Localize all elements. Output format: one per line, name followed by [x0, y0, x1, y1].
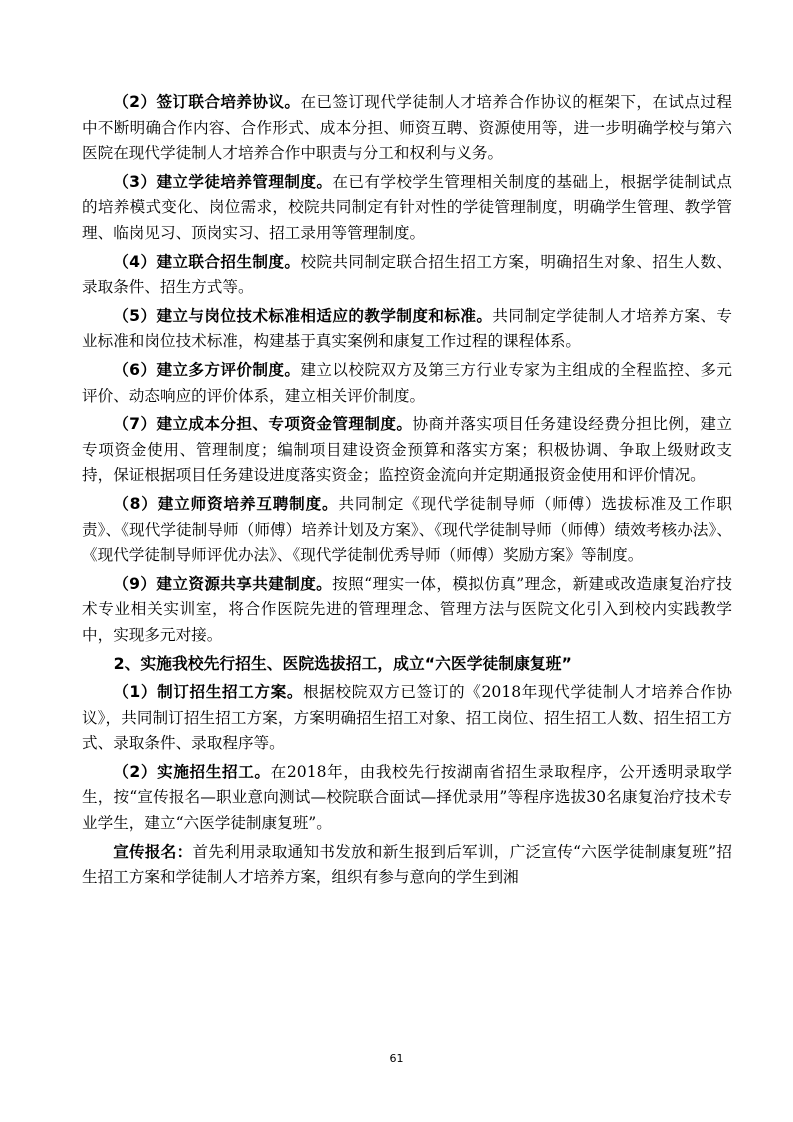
paragraph-7-heading: （8）建立师资培养互聘制度。 — [113, 494, 339, 513]
paragraph-4-heading: （5）建立与岗位技术标准相适应的教学制度和标准。 — [113, 306, 493, 325]
paragraph-3 — [82, 250, 732, 301]
paragraph-4-text: 共同制定学徒制人才培养方案、专业标准和岗位技术标准，构建基于真实案例和康复工作过程的课程体系。 — [82, 306, 732, 351]
paragraph-6-heading: （7）建立成本分担、专项资金管理制度。 — [113, 415, 413, 434]
paragraph-5-heading: （6）建立多方评价制度。 — [113, 360, 301, 379]
paragraph-2-heading: （3）建立学徒培养管理制度。 — [113, 172, 333, 191]
paragraph-1-heading: （2）签订联合培养协议。 — [113, 93, 301, 111]
paragraph-9 — [82, 680, 732, 757]
paragraph-8 — [82, 572, 732, 649]
paragraph-2 — [82, 170, 732, 247]
paragraph-9-text: 根据校院双方已签订的《2018年现代学徒制人才培养合作协议》，共同制订招生招工方案，方案明确招生招工对象、招工岗位、招生招工人数、招生招工方式、录取条件、录取程序等。 — [82, 683, 733, 753]
paragraph-3-text: 校院共同制定联合招生招工方案，明确招生对象、招生人数、录取条件、招生方式等。 — [82, 252, 732, 297]
section-heading: 2、实施我校先行招生、医院选拔招工，成立“六医学徒制康复班” — [113, 654, 572, 674]
paragraph-3-heading: （4）建立联合招生制度。 — [113, 252, 301, 271]
paragraph-10-text: 在2018年，由我校先行按湖南省招生录取程序，公开透明录取学生，按“宣传报名—职业意向测试—校院联合面试—择优录用”等程序选拔30名康复治疗技术专业学生，建立“六医学徒制康复班”。 — [82, 762, 733, 833]
document-body — [82, 90, 732, 894]
paragraph-5 — [82, 358, 732, 409]
paragraph-6-text: 协商并落实项目任务建设经费分担比例，建立专项资金使用、管理制度；编制项目建设资金预算和落实方案；积极协调、争取上级财政支持，保证根据项目任务建设进度落实资金；监控资金流向并定期通报资金使用和评价情况。 — [82, 415, 732, 485]
paragraph-10 — [82, 760, 732, 837]
paragraph-7 — [82, 492, 732, 569]
page-number: 61 — [389, 1052, 404, 1065]
paragraph-11-text: 首先利用录取通知书发放和新生报到后军训，广泛宣传“六医学徒制康复班”招生招工方案和学徒制人才培养方案，组织有参与意向的学生到湘 — [82, 842, 732, 887]
paragraph-8-heading: （9）建立资源共享共建制度。 — [113, 574, 333, 593]
paragraph-11-heading: 宣传报名： — [113, 842, 193, 861]
paragraph-1 — [82, 90, 732, 167]
paragraph-5-text: 建立以校院双方及第三方行业专家为主组成的全程监控、多元评价、动态响应的评价体系，建立相关评价制度。 — [82, 360, 732, 405]
paragraph-6 — [82, 412, 732, 489]
paragraph-7-text: 共同制定《现代学徒制导师（师傅）选拔标准及工作职责》、《现代学徒制导师（师傅）培养计划及方案》、《现代学徒制导师（师傅）绩效考核办法》、《现代学徒制导师评优办法》、《现代学徒制优秀导师（师傅）奖励方案》等制度。 — [82, 494, 732, 565]
paragraph-11 — [82, 840, 732, 891]
paragraph-8-text: 按照“理实一体，模拟仿真”理念，新建或改造康复治疗技术专业相关实训室，将合作医院先进的管理理念、管理方法与医院文化引入到校内实践教学中，实现多元对接。 — [82, 574, 732, 644]
paragraph-9-heading: （1）制订招生招工方案。 — [113, 683, 304, 702]
paragraph-10-heading: （2）实施招生招工。 — [113, 762, 271, 781]
paragraph-2-text: 在已有学校学生管理相关制度的基础上，根据学徒制试点的培养模式变化、岗位需求，校院共同制定有针对性的学徒管理制度，明确学生管理、教学管理、临岗见习、顶岗实习、招工录用等管理制度。 — [82, 172, 732, 242]
paragraph-4 — [82, 304, 732, 355]
paragraph-1-text: 在已签订现代学徒制人才培养合作协议的框架下，在试点过程中不断明确合作内容、合作形式、成本分担、师资互聘、资源使用等，进一步明确学校与第六医院在现代学徒制人才培养合作中职责与分工和权利与义务。 — [82, 93, 732, 163]
